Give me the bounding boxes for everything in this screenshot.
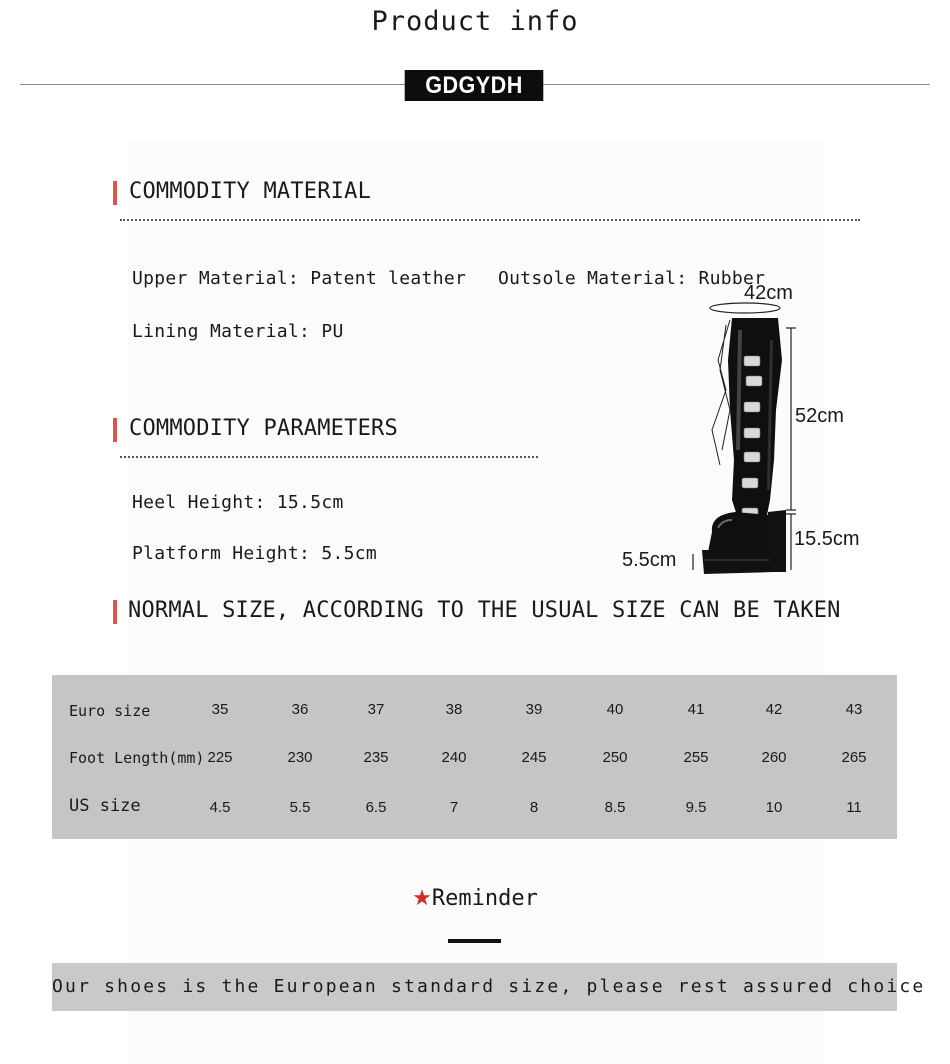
block-heel <box>768 510 786 572</box>
table-cell: 38 <box>445 701 463 718</box>
table-cell: 4.5 <box>209 799 231 816</box>
brand-badge: GDGYDH <box>405 70 544 101</box>
table-cell: 39 <box>525 701 543 718</box>
table-cell: 250 <box>602 749 628 766</box>
heel-height-label: 15.5cm <box>794 528 860 550</box>
table-cell: 8 <box>529 799 539 816</box>
shaft-height-label: 52cm <box>795 405 844 427</box>
table-row-label: Euro size <box>69 702 151 720</box>
boot-shaft <box>728 318 782 525</box>
upper-material: Upper Material: Patent leather <box>132 268 467 289</box>
parameters-heading: COMMODITY PARAMETERS <box>129 416 398 441</box>
table-cell: 9.5 <box>685 799 707 816</box>
table-cell: 37 <box>367 701 385 718</box>
reminder-notice: Our shoes is the European standard size, please rest assured choice <box>52 963 897 1011</box>
table-cell: 42 <box>765 701 783 718</box>
platform-height-label: 5.5cm <box>622 549 677 571</box>
table-cell: 8.5 <box>604 799 626 816</box>
table-cell: 255 <box>683 749 709 766</box>
lace-strings <box>712 320 730 465</box>
table-row-label: US size <box>69 796 141 816</box>
platform-sole <box>702 550 774 574</box>
section-marker <box>113 181 117 205</box>
circumference-label: 42cm <box>744 282 793 304</box>
reminder-divider <box>448 939 501 943</box>
section-marker <box>113 418 117 442</box>
size-table <box>52 675 897 839</box>
table-cell: 235 <box>363 749 389 766</box>
table-cell: 6.5 <box>365 799 387 816</box>
table-cell: 240 <box>441 749 467 766</box>
table-row-label: Foot Length(mm) <box>69 749 205 767</box>
table-cell: 10 <box>765 799 783 816</box>
lining-material: Lining Material: PU <box>132 321 344 342</box>
table-cell: 260 <box>761 749 787 766</box>
table-cell: 225 <box>207 749 233 766</box>
table-cell: 43 <box>845 701 863 718</box>
section-marker <box>113 600 117 624</box>
table-cell: 36 <box>291 701 309 718</box>
parameters-divider <box>120 456 538 458</box>
size-notice-heading: NORMAL SIZE, ACCORDING TO THE USUAL SIZE CAN BE TAKEN <box>128 598 841 623</box>
table-cell: 7 <box>449 799 459 816</box>
table-cell: 265 <box>841 749 867 766</box>
boot-toe <box>708 512 772 552</box>
table-cell: 40 <box>606 701 624 718</box>
table-cell: 11 <box>846 799 862 816</box>
table-cell: 35 <box>211 701 229 718</box>
table-cell: 5.5 <box>289 799 311 816</box>
platform-height: Platform Height: 5.5cm <box>132 543 378 564</box>
material-divider <box>120 219 860 221</box>
heel-height: Heel Height: 15.5cm <box>132 492 344 513</box>
material-heading: COMMODITY MATERIAL <box>129 179 372 204</box>
star-icon: ★ <box>412 886 432 911</box>
table-cell: 245 <box>521 749 547 766</box>
table-cell: 230 <box>287 749 313 766</box>
reminder-label: Reminder <box>431 886 538 911</box>
outsole-material: Outsole Material: Rubber <box>498 268 766 289</box>
table-cell: 41 <box>687 701 705 718</box>
page-title: Product info <box>371 6 579 37</box>
reminder-title <box>0 886 950 911</box>
